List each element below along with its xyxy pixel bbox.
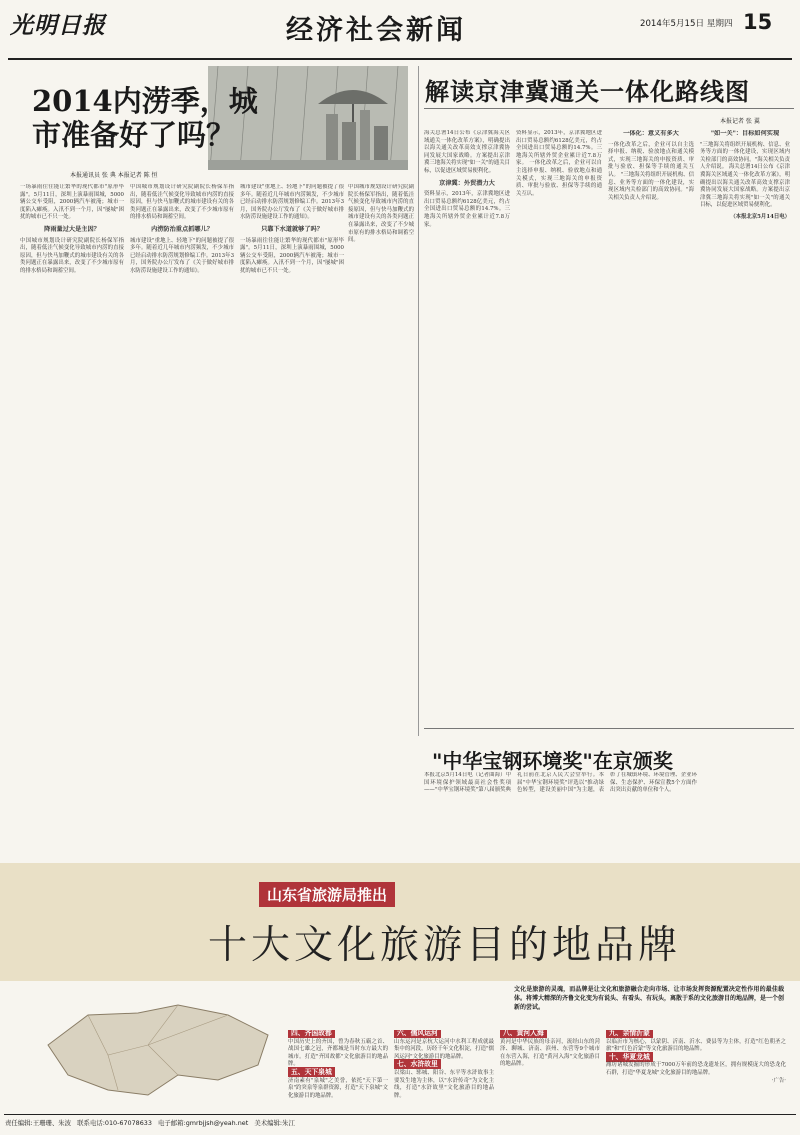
article2-byline: 本报记者 张 翼 xyxy=(720,118,760,125)
shandong-map xyxy=(28,985,278,1113)
article2-col1-cont: 资料显示，2013年，京津冀地区进出口贸易总额约6128亿美元，约占全国进出口贸易总额的14.7%。三地海关所辖外贸企业累计近7.8万家。 xyxy=(424,191,510,228)
article3-body-text: 本报北京5月14日电（记者曲海）中国环境保护领域最高社会性奖项——"中华宝钢环境奖"第八届颁奖典礼日前在北京人民大会堂举行。本届"中华宝钢环境奖"评选以"推动绿色转型，建设美丽中国"为主题，表彰了在城镇环境、环境管理、企业环保、生态保护、环保宣教5个方面作出突出贡献的单位和个人。 xyxy=(424,772,697,794)
province-map-icon xyxy=(28,985,278,1113)
article2-col3-text: 一体化改革之后，企业可以自主选择申报、纳税、验放地点和通关模式，实现三地海关的申报资质、审批与验放、担保等手续的通关互认。 xyxy=(608,141,694,178)
section-text-10: 潍坊诸城发掘的形成于7000万年前的恐龙遗址区，拥有规模庞大的恐龙化石群，打造"华夏龙城"文化旅游目的地品牌。 xyxy=(606,1062,786,1076)
article1-col4-text: 中国城市规划设计研究院副院长杨保军指出，随着低洼气候变化导致城市内涝的直接原因，但与快马加鞭式的城市建设有关的各类问题正在暴露出来，改变了不少城市原有的排水格局和调蓄空间。 xyxy=(348,184,414,244)
section-label-8: 八、黄河入海 xyxy=(500,1030,547,1038)
feature-col4 xyxy=(606,1030,786,1110)
article2-subhead-3: "如一关"：目标如何实现 xyxy=(710,130,780,137)
article2-col1-text: 海关总署14日公布《京津冀海关区域通关一体化改革方案》，明确提出以海关通关改革高效支撑京津冀协同发展大国家战略。方案提出京津冀三地海关将实现"如一关"的通关目标，以促进区域贸易便利化。 xyxy=(424,130,510,174)
section-label-6: 六、儒风运河 xyxy=(394,1030,441,1038)
section-label-9: 九、亲情沂蒙 xyxy=(606,1030,653,1038)
article1-headline: 2014内涝季，城市准备好了吗？ xyxy=(32,84,258,152)
article1-subhead-1: 降雨量过大是主因？ xyxy=(44,225,100,233)
article1-subhead-3: 只靠下水道就够了吗？ xyxy=(261,225,323,233)
newspaper-logo: 光明日报 xyxy=(10,12,106,39)
article2-col3 xyxy=(608,130,694,450)
footer-editor: 责任编辑:王珊珊、朱波 xyxy=(5,1119,72,1127)
section-text-7: 以梁山、郓城、阳谷、东平等水浒故事主要发生地为主体，以"水浒传奇"为文化主线，打造"水浒故里"文化旅游目的地品牌。 xyxy=(394,1069,494,1099)
article1-lead-cont: 中国城市规划设计研究院副院长杨保军指出，随着低洼气候变化导致城市内涝的直接原因，但与快马加鞭式的城市建设有关的各类问题正在暴露出来，改变了不少城市原有的排水格局和调蓄空间。 xyxy=(20,237,124,274)
feature-subtitle: 山东省旅游局推出 xyxy=(259,882,395,907)
article2-col2-text: 资料显示，2013年，京津冀地区进出口贸易总额约6128亿美元，约占全国进出口贸易总额的14.7%。三地海关所辖外贸企业累计近7.8万家。 xyxy=(516,130,602,167)
article2-col2 xyxy=(516,130,602,450)
column-divider xyxy=(418,66,419,736)
article1-col2 xyxy=(130,184,234,502)
article1-col3-cont: 一场暴雨往往能让繁华的现代都市"原形毕露"。5月11日，深圳上演暴雨围城，5000辆公交车受阻，2000辆汽车被淹；城市一度陷入瘫痪。入汛不到一个月，因"屡城"困扰的城市已不只一处。 xyxy=(240,237,344,274)
footer-art-editor: 美术编辑:朱江 xyxy=(254,1119,295,1127)
article1-col2-cont: 城市建设"重地上、轻地下"的问题被提了很多年。随着近几年城市内涝频发，不少城市已经启动排水防涝规划修编工作。2013年3月，国务院办公厅发布了《关于做好城市排水防涝设施建设工作的通知》。 xyxy=(130,237,234,274)
article1-byline: 本报通讯员 张 典 本报记者 陈 恒 xyxy=(70,172,158,179)
article2-col2-cont: 一体化改革之后，企业可以自主选择申报、纳税、验放地点和通关模式，实现三地海关的申报资质、审批与验放、担保等手续的通关互认。 xyxy=(516,160,602,197)
masthead-rule xyxy=(8,58,792,60)
article2-subhead-2: 一体化：意义有多大 xyxy=(623,130,679,137)
feature-col3 xyxy=(500,1030,600,1110)
section-title: 经济社会新闻 xyxy=(286,15,466,46)
section-text-4: 中国历史上的齐国，曾为春秋五霸之首、战国七雄之冠，齐都城是当时东方最大的城市。打造"齐国故都"文化旅游目的地品牌。 xyxy=(288,1038,388,1068)
section-text-6: 山东运河是京杭大运河中水利工程成就最集中的河段，历经千年文化积淀，打造"儒风运河"文化旅游目的地品牌。 xyxy=(394,1038,494,1060)
article3-body xyxy=(424,772,790,858)
article2-col3-cont: "三地海关将组织开展机构、信息、业务等方面的一体化建设，实现区域内关检部门的高效协同。"海关相关负责人介绍说。 xyxy=(608,171,694,201)
article2-subhead-1: 京津冀：外贸潜力大 xyxy=(439,179,495,187)
article2-col4-cont: 海关总署14日公布《京津冀海关区域通关一体化改革方案》，明确提出以海关通关改革高效支撑京津冀协同发展大国家战略。方案提出京津冀三地海关将实现"如一关"的通关目标，以促进区域贸易便利化。 xyxy=(700,164,790,209)
feature-intro: 文化是旅游的灵魂，而品牌是让文化和旅游融合走向市场、让市场发挥资源配置决定性作用的最佳载体。将博大精深的齐鲁文化变为有说头、有看头、有玩头，离散于系的文化旅游目的地品牌，是一个创新的尝试。 xyxy=(514,986,784,1011)
footer-rule xyxy=(4,1114,796,1115)
article1-col2-text: 中国城市规划设计研究院副院长杨保军指出，随着低洼气候变化导致城市内涝的直接原因，但与快马加鞭式的城市建设有关的各类问题正在暴露出来，改变了不少城市原有的排水格局和调蓄空间。 xyxy=(130,184,234,221)
feature-col1 xyxy=(288,1030,388,1110)
section-label-5: 五、天下泉城 xyxy=(288,1067,335,1077)
article2-col4 xyxy=(700,130,790,450)
footer-email: 电子邮箱:gmrbjjsh@yeah.net xyxy=(158,1119,249,1127)
article1-subhead-2: 内涝防治重点抓哪儿？ xyxy=(151,225,213,233)
section-text-5: 济南素有"泉城"之美誉，依托"天下第一泉"趵突泉等泉群资源，打造"天下泉城"文化旅游目的地品牌。 xyxy=(288,1077,388,1099)
article2-headline: 解读京津冀通关一体化路线图 xyxy=(425,77,750,106)
section-label-4: 四、齐国故都 xyxy=(288,1030,335,1038)
feature-col2 xyxy=(394,1030,494,1110)
section-text-9: 以临沂市为核心，以蒙阴、沂南、沂水、费县等为主体，打造"红色朝圣之旅"和"红色沂蒙"等文化旅游目的地品牌。 xyxy=(606,1038,786,1053)
article3-headline: "中华宝钢环境奖"在京颁奖 xyxy=(432,749,673,773)
article1-lead xyxy=(20,184,124,502)
article1-col4 xyxy=(348,184,414,502)
section-label-7: 七、水浒故里 xyxy=(394,1059,441,1069)
article1-lead-text: 一场暴雨往往能让繁华的现代都市"原形毕露"。5月11日，深圳上演暴雨围城，5000辆公交车受阻，2000辆汽车被淹；城市一度陷入瘫痪。入汛不到一个月，因"屡城"困扰的城市已不只一处。 xyxy=(20,184,124,221)
article2-rule xyxy=(424,108,794,109)
page-number: 15 xyxy=(743,10,773,34)
article2-dateline: （本报北京5月14日电） xyxy=(730,213,790,220)
article1-col3 xyxy=(240,184,344,502)
page-footer xyxy=(5,1118,795,1127)
article2-col1 xyxy=(424,130,510,450)
article1-col3-text: 城市建设"重地上、轻地下"的问题被提了很多年。随着近几年城市内涝频发，不少城市已经启动排水防涝规划修编工作。2013年3月，国务院办公厅发布了《关于做好城市排水防涝设施建设工作的通知》。 xyxy=(240,184,344,221)
masthead xyxy=(10,2,800,58)
footer-phone: 联系电话:010-67078633 xyxy=(77,1119,152,1127)
article2-col4-text: "三地海关将组织开展机构、信息、业务等方面的一体化建设，实现区域内关检部门的高效协同。"海关相关负责人介绍说。 xyxy=(700,141,790,171)
issue-date: 2014年5月15日 星期四 xyxy=(640,19,733,29)
feature-title: 十大文化旅游目的地品牌 xyxy=(208,923,682,968)
article3-rule xyxy=(424,728,794,729)
ad-note: ·广告· xyxy=(771,1077,786,1084)
section-text-8: 黄河是中华民族的母亲河，流经山东的菏泽、聊城、济南、滨州、东营等9个城市在东营入海，打造"黄河入海"文化旅游目的地品牌。 xyxy=(500,1038,600,1068)
section-label-10: 十、华夏龙城 xyxy=(606,1052,653,1062)
